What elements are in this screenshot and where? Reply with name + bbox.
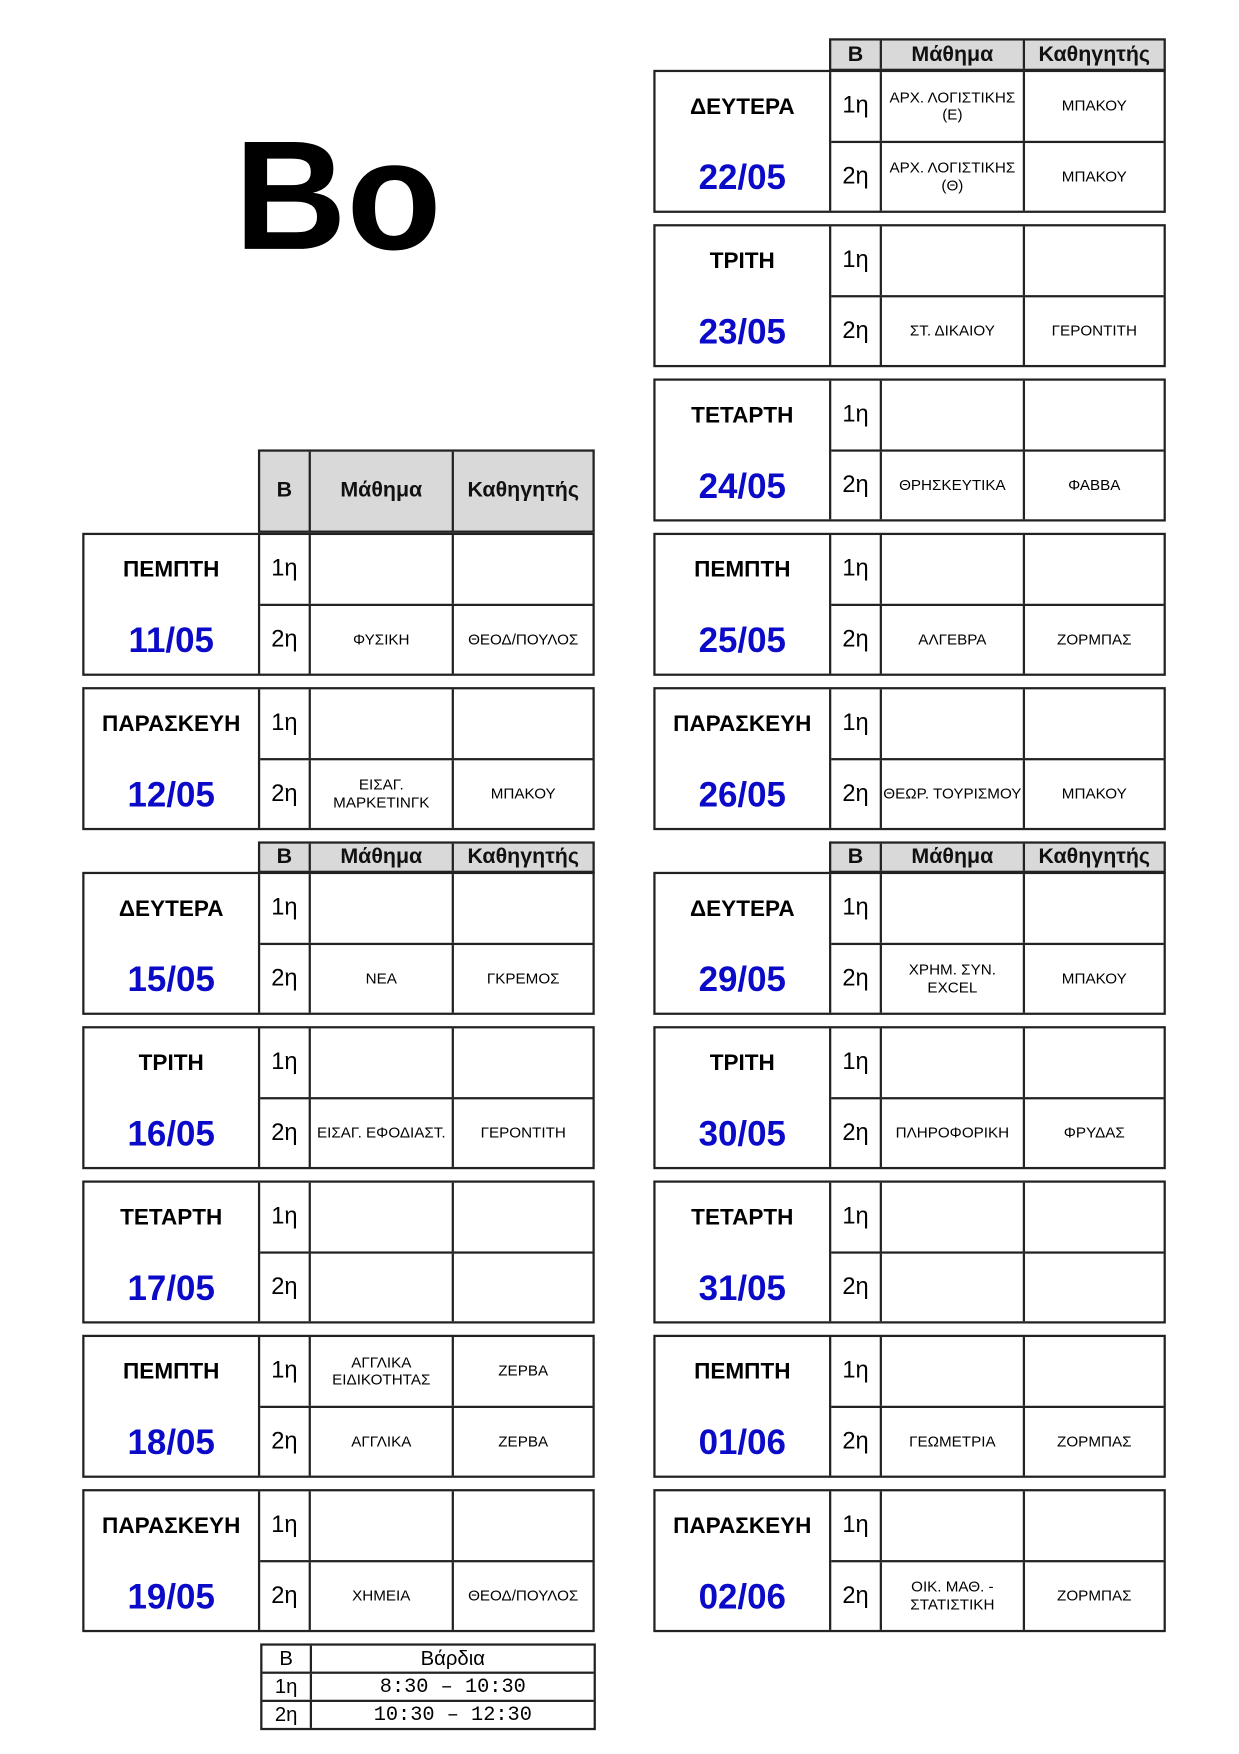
day-block	[653, 1489, 1166, 1632]
slot-rows	[831, 1028, 1163, 1167]
slot-number: 2η	[842, 162, 869, 189]
day-cell	[656, 874, 832, 1013]
slot-number: 1η	[271, 555, 298, 582]
day-block	[653, 533, 1166, 676]
slot-number: 1η	[842, 1048, 869, 1075]
day-date: 22/05	[698, 157, 786, 198]
shift-time: 8:30 – 10:30	[379, 1675, 526, 1699]
day-date: 02/06	[698, 1576, 786, 1617]
teacher-cell	[1023, 381, 1164, 449]
subject-cell: ΦΥΣΙΚΗ	[309, 605, 452, 673]
teacher-cell	[1023, 1028, 1164, 1096]
teacher-cell: ΘΕΟΔ/ΠΟΥΛΟΣ	[452, 1562, 593, 1630]
day-cell	[656, 1183, 832, 1322]
slot-number: 2η	[271, 964, 298, 991]
slot-row	[831, 140, 1163, 210]
day-cell	[84, 1337, 260, 1476]
day-name: ΔΕΥΤΕΡΑ	[118, 896, 224, 922]
subject-cell: ΧΗΜΕΙΑ	[309, 1562, 452, 1630]
header-subject: Μάθημα	[880, 844, 1023, 871]
slot-row	[831, 1097, 1163, 1167]
slot-number: 1η	[842, 246, 869, 273]
slot-row	[831, 1405, 1163, 1475]
day-date: 29/05	[698, 959, 786, 1000]
slot-row	[260, 1097, 592, 1167]
subject-cell: ΑΛΓΕΒΡΑ	[880, 605, 1023, 673]
day-cell	[656, 535, 832, 674]
column-header-row	[829, 38, 1166, 71]
slot-row	[260, 1337, 592, 1405]
teacher-cell	[1023, 226, 1164, 294]
subject-cell: ΘΕΩΡ. ΤΟΥΡΙΣΜΟΥ	[880, 760, 1023, 828]
header-teacher: Καθηγητής	[452, 452, 593, 531]
subject-cell	[880, 1253, 1023, 1321]
day-cell	[656, 1337, 832, 1476]
day-date: 25/05	[698, 620, 786, 661]
slot-rows	[260, 1337, 592, 1476]
day-name: ΠΕΜΠΤΗ	[123, 557, 220, 583]
subject-cell	[880, 226, 1023, 294]
day-name: ΤΕΤΑΡΤΗ	[120, 1205, 223, 1231]
day-name: ΠΕΜΠΤΗ	[694, 1359, 791, 1385]
day-name: ΠΑΡΑΣΚΕΥΗ	[102, 711, 241, 737]
slot-number: 2η	[842, 471, 869, 498]
slot-row	[831, 603, 1163, 673]
day-date: 16/05	[127, 1114, 215, 1154]
slot-number: 1η	[271, 1357, 298, 1384]
slot-row	[260, 689, 592, 757]
subject-cell: ΑΓΓΛΙΚΑ ΕΙΔΙΚΟΤΗΤΑΣ	[309, 1337, 452, 1405]
subject-cell: ΑΡΧ. ΛΟΓΙΣΤΙΚΗΣ (Ε)	[880, 72, 1023, 140]
day-block	[653, 378, 1166, 521]
slot-rows	[260, 535, 592, 674]
slot-number: 2η	[842, 1582, 869, 1609]
slot-rows	[260, 689, 592, 828]
teacher-cell: ΓΕΡΟΝΤΙΤΗ	[452, 1099, 593, 1167]
day-cell	[84, 1491, 260, 1630]
day-cell	[656, 72, 832, 211]
subject-cell	[880, 535, 1023, 603]
day-date: 24/05	[698, 466, 786, 506]
teacher-cell	[1023, 1491, 1164, 1559]
subject-cell: ΑΡΧ. ΛΟΓΙΣΤΙΚΗΣ (Θ)	[880, 142, 1023, 210]
subject-cell	[880, 381, 1023, 449]
shift-time: 10:30 – 12:30	[373, 1703, 532, 1727]
day-cell	[84, 1028, 260, 1167]
slot-rows	[831, 689, 1163, 828]
slot-number: 2η	[842, 780, 869, 807]
slot-number: 2η	[271, 1273, 298, 1300]
subject-cell	[309, 1028, 452, 1096]
teacher-cell	[1023, 1183, 1164, 1251]
subject-cell	[309, 874, 452, 942]
slot-number: 2η	[271, 780, 298, 807]
slot-row	[260, 1183, 592, 1251]
slot-rows	[831, 1183, 1163, 1322]
slot-number: 2η	[842, 625, 869, 652]
teacher-cell: ΓΕΡΟΝΤΙΤΗ	[1023, 297, 1164, 365]
slot-row	[831, 1491, 1163, 1559]
subject-cell: ΕΙΣΑΓ. ΕΦΟΔΙΑΣΤ.	[309, 1099, 452, 1167]
day-date: 31/05	[698, 1268, 786, 1308]
subject-cell	[309, 1491, 452, 1559]
slot-rows	[260, 1491, 592, 1630]
teacher-cell	[1023, 1253, 1164, 1321]
teacher-cell	[452, 535, 593, 603]
day-block	[82, 1026, 595, 1169]
subject-cell: ΑΓΓΛΙΚΑ	[309, 1407, 452, 1475]
slot-row	[260, 1028, 592, 1096]
day-name: ΠΑΡΑΣΚΕΥΗ	[102, 1513, 241, 1539]
slot-row	[831, 1337, 1163, 1405]
slot-row	[831, 1251, 1163, 1321]
slot-number: 2η	[842, 1427, 869, 1454]
teacher-cell: ΜΠΑΚΟΥ	[452, 760, 593, 828]
header-subject: Μάθημα	[309, 452, 452, 531]
slot-number: 2η	[842, 1119, 869, 1146]
slot-number: 1η	[842, 1357, 869, 1384]
day-block	[653, 1180, 1166, 1323]
header-subject: Μάθημα	[309, 844, 452, 871]
slot-number: 2η	[271, 625, 298, 652]
teacher-cell	[452, 1253, 593, 1321]
slot-row	[260, 942, 592, 1012]
subject-cell: ΠΛΗΡΟΦΟΡΙΚΗ	[880, 1099, 1023, 1167]
slot-row	[260, 603, 592, 673]
teacher-cell: ΖΕΡΒΑ	[452, 1337, 593, 1405]
slot-row	[831, 449, 1163, 519]
day-name: ΤΡΙΤΗ	[709, 1050, 775, 1076]
subject-cell: ΘΡΗΣΚΕΥΤΙΚΑ	[880, 451, 1023, 519]
subject-cell	[880, 1028, 1023, 1096]
day-date: 18/05	[127, 1422, 215, 1463]
day-date: 15/05	[127, 959, 215, 1000]
header-subject: Μάθημα	[880, 41, 1023, 69]
shift-b-header: Β	[262, 1646, 312, 1672]
day-cell	[84, 689, 260, 828]
day-name: ΠΑΡΑΣΚΕΥΗ	[673, 1513, 812, 1539]
day-block	[653, 1026, 1166, 1169]
slot-number: 1η	[842, 709, 869, 736]
day-date: 11/05	[128, 620, 214, 661]
subject-cell	[309, 1183, 452, 1251]
slot-row	[260, 1405, 592, 1475]
slot-row	[831, 381, 1163, 449]
slot-number: 2η	[842, 964, 869, 991]
subject-cell: ΟΙΚ. ΜΑΘ. - ΣΤΑΤΙΣΤΙΚΗ	[880, 1562, 1023, 1630]
day-cell	[656, 1028, 832, 1167]
day-block	[82, 687, 595, 830]
teacher-cell: ΖΟΡΜΠΑΣ	[1023, 605, 1164, 673]
header-teacher: Καθηγητής	[1023, 844, 1164, 871]
slot-rows	[831, 535, 1163, 674]
day-date: 17/05	[127, 1268, 215, 1308]
subject-cell	[309, 535, 452, 603]
slot-number: 1η	[842, 1511, 869, 1538]
column-header-row	[258, 449, 595, 532]
shift-label-header: Βάρδια	[420, 1646, 485, 1670]
slot-rows	[831, 874, 1163, 1013]
slot-number: 1η	[842, 894, 869, 921]
day-cell	[656, 226, 832, 365]
header-b: Β	[847, 42, 864, 66]
header-b: Β	[276, 844, 293, 869]
slot-number: 2η	[842, 317, 869, 344]
day-block	[653, 687, 1166, 830]
slot-row	[831, 226, 1163, 294]
day-block	[82, 872, 595, 1015]
shift-times-table	[260, 1643, 596, 1730]
slot-row	[831, 1183, 1163, 1251]
shift-row	[262, 1700, 593, 1728]
day-date: 01/06	[698, 1422, 786, 1463]
day-name: ΠΕΜΠΤΗ	[123, 1359, 220, 1385]
slot-row	[831, 1560, 1163, 1630]
day-block	[82, 1335, 595, 1478]
day-name: ΤΕΤΑΡΤΗ	[691, 403, 794, 429]
day-cell	[84, 1183, 260, 1322]
day-date: 30/05	[698, 1114, 786, 1154]
day-block	[653, 224, 1166, 367]
day-cell	[84, 874, 260, 1013]
teacher-cell: ΜΠΑΚΟΥ	[1023, 72, 1164, 140]
day-block	[653, 70, 1166, 213]
day-cell	[656, 689, 832, 828]
slot-row	[831, 689, 1163, 757]
slot-rows	[260, 1183, 592, 1322]
slot-row	[260, 1251, 592, 1321]
day-block	[82, 1180, 595, 1323]
slot-number: 2η	[271, 1119, 298, 1146]
header-teacher: Καθηγητής	[1023, 41, 1164, 69]
column-header-row	[829, 841, 1166, 873]
subject-cell: ΕΙΣΑΓ. ΜΑΡΚΕΤΙΝΓΚ	[309, 760, 452, 828]
teacher-cell	[1023, 874, 1164, 942]
subject-cell: ΧΡΗΜ. ΣΥΝ. EXCEL	[880, 944, 1023, 1012]
slot-row	[831, 1028, 1163, 1096]
subject-cell	[309, 1253, 452, 1321]
subject-cell	[880, 689, 1023, 757]
slot-row	[260, 1491, 592, 1559]
header-b: Β	[847, 844, 864, 869]
day-block	[653, 1335, 1166, 1478]
slot-row	[260, 535, 592, 603]
class-title: Bo	[234, 109, 442, 283]
slot-rows	[831, 1491, 1163, 1630]
slot-number: 1η	[271, 1511, 298, 1538]
teacher-cell	[452, 1183, 593, 1251]
slot-rows	[260, 874, 592, 1013]
day-name: ΤΕΤΑΡΤΗ	[691, 1205, 794, 1231]
day-name: ΤΡΙΤΗ	[138, 1050, 204, 1076]
teacher-cell	[452, 689, 593, 757]
slot-number: 1η	[271, 894, 298, 921]
subject-cell: ΣΤ. ΔΙΚΑΙΟΥ	[880, 297, 1023, 365]
slot-rows	[831, 72, 1163, 211]
day-cell	[656, 1491, 832, 1630]
teacher-cell	[1023, 1337, 1164, 1405]
slot-row	[831, 874, 1163, 942]
day-date: 26/05	[698, 774, 786, 815]
subject-cell	[880, 1337, 1023, 1405]
day-name: ΔΕΥΤΕΡΑ	[689, 94, 795, 120]
day-block	[82, 533, 595, 676]
day-date: 12/05	[127, 774, 215, 815]
day-name: ΠΑΡΑΣΚΕΥΗ	[673, 711, 812, 737]
slot-row	[831, 942, 1163, 1012]
subject-cell	[309, 689, 452, 757]
teacher-cell: ΖΟΡΜΠΑΣ	[1023, 1407, 1164, 1475]
slot-row	[831, 295, 1163, 365]
slot-number: 1η	[842, 555, 869, 582]
day-name: ΤΡΙΤΗ	[709, 248, 775, 274]
subject-cell: ΝΕΑ	[309, 944, 452, 1012]
slot-row	[260, 1560, 592, 1630]
slot-number: 2η	[271, 1427, 298, 1454]
teacher-cell: ΖΟΡΜΠΑΣ	[1023, 1562, 1164, 1630]
slot-number: 1η	[271, 1048, 298, 1075]
teacher-cell	[1023, 689, 1164, 757]
day-date: 23/05	[698, 312, 786, 352]
subject-cell: ΓΕΩΜΕΤΡΙΑ	[880, 1407, 1023, 1475]
teacher-cell: ΓΚΡΕΜΟΣ	[452, 944, 593, 1012]
slot-rows	[260, 1028, 592, 1167]
slot-rows	[831, 1337, 1163, 1476]
slot-row	[831, 535, 1163, 603]
teacher-cell: ΜΠΑΚΟΥ	[1023, 142, 1164, 210]
shift-row	[262, 1672, 593, 1700]
slot-row	[260, 758, 592, 828]
slot-rows	[831, 381, 1163, 520]
teacher-cell	[1023, 535, 1164, 603]
slot-rows	[831, 226, 1163, 365]
slot-number: 1η	[842, 401, 869, 428]
slot-row	[260, 874, 592, 942]
day-block	[82, 1489, 595, 1632]
day-cell	[84, 535, 260, 674]
day-cell	[656, 381, 832, 520]
teacher-cell	[452, 874, 593, 942]
header-teacher: Καθηγητής	[452, 844, 593, 871]
slot-number: 2η	[842, 1273, 869, 1300]
subject-cell	[880, 874, 1023, 942]
slot-number: 2η	[271, 1582, 298, 1609]
day-block	[653, 872, 1166, 1015]
slot-row	[831, 758, 1163, 828]
slot-number: 1η	[842, 1203, 869, 1230]
teacher-cell: ΘΕΟΔ/ΠΟΥΛΟΣ	[452, 605, 593, 673]
day-date: 19/05	[127, 1576, 215, 1617]
teacher-cell	[452, 1028, 593, 1096]
teacher-cell: ΦΑΒΒΑ	[1023, 451, 1164, 519]
teacher-cell: ΜΠΑΚΟΥ	[1023, 760, 1164, 828]
day-name: ΠΕΜΠΤΗ	[694, 557, 791, 583]
teacher-cell: ΖΕΡΒΑ	[452, 1407, 593, 1475]
shift-number: 2η	[262, 1702, 312, 1728]
header-b: Β	[276, 478, 293, 503]
teacher-cell	[452, 1491, 593, 1559]
subject-cell	[880, 1183, 1023, 1251]
column-header-row	[258, 841, 595, 873]
slot-number: 1η	[271, 709, 298, 736]
teacher-cell: ΜΠΑΚΟΥ	[1023, 944, 1164, 1012]
day-name: ΔΕΥΤΕΡΑ	[689, 896, 795, 922]
shift-number: 1η	[262, 1674, 312, 1700]
slot-number: 1η	[271, 1203, 298, 1230]
slot-row	[831, 72, 1163, 140]
slot-number: 1η	[842, 92, 869, 119]
subject-cell	[880, 1491, 1023, 1559]
shift-header-row	[262, 1646, 593, 1672]
teacher-cell: ΦΡΥΔΑΣ	[1023, 1099, 1164, 1167]
